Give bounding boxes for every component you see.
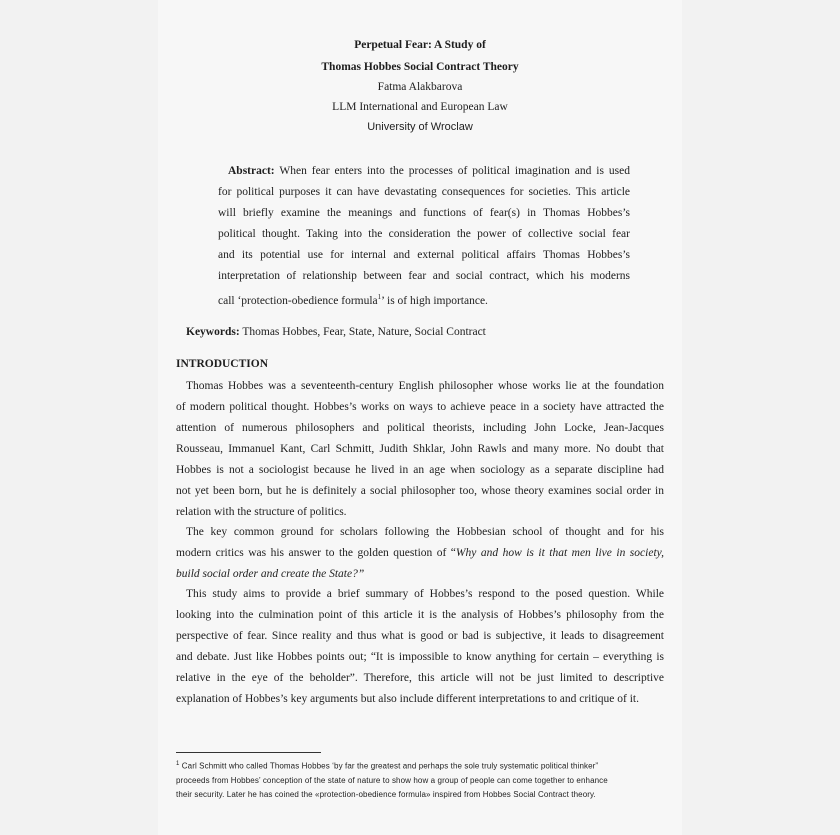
abstract-line: political thought. Taking into the consideration the power of collective social fear [218, 228, 630, 240]
keywords [186, 326, 486, 338]
title-line-1: Perpetual Fear: A Study of [354, 39, 486, 51]
intro-paragraph-1 [176, 376, 664, 523]
intro-paragraph-3 [176, 584, 664, 710]
text-line: The key common ground for scholars following the Hobbesian school of thought and for his [186, 526, 664, 538]
abstract-line: for political purposes it can have devastating consequences for societies. This article [218, 186, 630, 198]
section-heading: INTRODUCTION [176, 358, 269, 370]
text-line: Thomas Hobbes was a seventeenth-century English philosopher whose works lie at the foundation [186, 380, 664, 392]
footnote [176, 757, 664, 802]
abstract-line: interpretation of relationship between fear and social contract, which his moderns [218, 270, 630, 282]
program-name: LLM International and European Law [332, 101, 508, 113]
text-line: and debate. Just like Hobbes points out; “It is impossible to know anything for certain – everything is [176, 651, 664, 663]
text-line: relative in the eye of the beholder”. Therefore, this article will not be just limited to descriptive [176, 672, 664, 684]
keywords-label: Keywords: [186, 326, 240, 338]
abstract-line: will briefly examine the meanings and functions of fear(s) in Thomas Hobbes’s [218, 207, 630, 219]
footnote-divider [176, 752, 321, 753]
footnote-line: proceeds from Hobbes’ conception of the state of nature to show how a group of people can come together to enhance [176, 775, 608, 785]
abstract-label: Abstract: [228, 165, 275, 177]
text-line: explanation of Hobbes’s key arguments but also include different interpretations to and critique of it. [176, 693, 639, 705]
footnote-line: their security. Later he has coined the «protection-obedience formula» inspired from Hobbes Social Contract theory. [176, 789, 596, 799]
university-name: University of Wroclaw [367, 121, 473, 133]
intro-paragraph-2 [176, 522, 664, 585]
abstract-line: Abstract: When fear enters into the processes of political imagination and is used [228, 165, 630, 177]
italic-quote: Why and how is it that men live in society, [455, 547, 664, 559]
abstract-line: call ‘protection-obedience formula$^1$’ is of high importance. [218, 293, 488, 307]
text-line: relation with the structure of politics. [176, 506, 347, 518]
footnote-mark: 1 [176, 761, 180, 767]
footnote-line: $^1$ Carl Schmitt who called Thomas Hobbes ‘by far the greatest and perhaps the sole truly systematic political thinker” [176, 761, 599, 771]
text-line: perspective of fear. Since reality and thus what is good or bad is subjective, it leads to disagreement [176, 630, 664, 642]
text-line: This study aims to provide a brief summary of Hobbes’s respond to the posed question. While [186, 588, 664, 600]
italic-quote: build social order and create the State?” [176, 568, 365, 580]
keywords-text: Thomas Hobbes, Fear, State, Nature, Social Contract [242, 326, 486, 338]
text-line: Rousseau, Immanuel Kant, Carl Schmitt, Judith Shklar, John Rawls and many more. No doubt that [176, 443, 664, 455]
text-line: Hobbes is not a sociologist because he lived in an age when sociology as a separate discipline had [176, 464, 664, 476]
abstract-line: and its potential use for internal and external political affairs Thomas Hobbes’s [218, 249, 630, 261]
text-line: modern critics was his answer to the golden question of “Why and how is it that men live in society, [176, 547, 664, 559]
text-line: of modern political thought. Hobbes’s works on ways to achieve peace in a society have attracted the [176, 401, 664, 413]
text-line: attention of numerous philosophers and political theorists, including John Locke, Jean-Jacques [176, 422, 664, 434]
abstract [218, 161, 630, 312]
author-name: Fatma Alakbarova [377, 81, 463, 93]
footnote-reference[interactable]: 1 [377, 293, 382, 301]
text-line: not yet been born, but he is definitely a social philosopher too, whose theory examines social order in [176, 485, 664, 497]
text-line: looking into the culmination point of this article it is the analysis of Hobbes’s philosophy from the [176, 609, 664, 621]
title-line-2: Thomas Hobbes Social Contract Theory [321, 61, 519, 73]
